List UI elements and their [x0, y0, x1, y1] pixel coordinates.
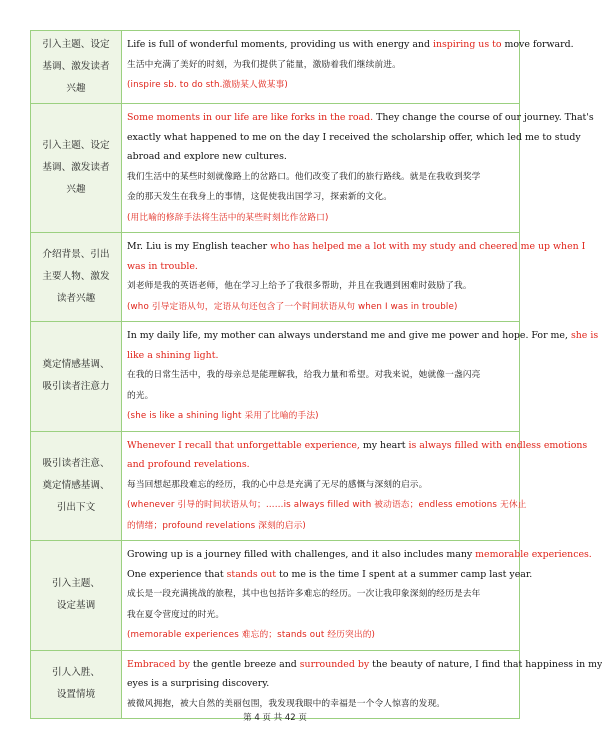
content-line: [127, 35, 574, 55]
text-segment: 被微风拥抱，被大自然的美丽包围，我发现我眼中的幸福是一个令人惊喜的发现。: [127, 698, 446, 709]
text-segment: 我们生活中的某些时刻就像路上的岔路口。他们改变了我们的旅行路线。就是在我收到奖学: [127, 171, 481, 182]
content-line: [127, 625, 513, 646]
text-segment: 刘老师是我的英语老师，他在学习上给予了我很多帮助，并且在我遇到困难时鼓励了我。: [127, 281, 472, 291]
example-content-cell: [122, 233, 586, 322]
text-segment: One experience that: [127, 568, 227, 580]
function-label-cell: [31, 650, 122, 719]
example-content-cell: [122, 431, 588, 541]
text-segment: Life is full of wonderful moments, providing us with energy and: [127, 39, 433, 50]
text-segment: Mr. Liu is my English teacher: [127, 241, 271, 252]
table-row: [31, 233, 520, 322]
text-segment: move forward.: [501, 39, 574, 50]
function-label-line: 引入主题、设定: [42, 39, 110, 50]
highlighted-phrase: memorable experiences.: [475, 549, 592, 560]
table-row: [31, 31, 520, 104]
text-segment: In my daily life, my mother can always understand me and give me power and hope. For me,: [127, 330, 571, 341]
function-label-line: 引出下文: [56, 501, 96, 513]
content-line: [127, 75, 513, 96]
content-line: [127, 436, 588, 456]
text-segment: 每当回想起那段难忘的经历，我的心中总是充满了无尽的感慨与深刻的启示。: [127, 479, 428, 490]
function-label-line: 奠定情感基调、: [42, 359, 110, 371]
page-number-footer: 第 4 页 共 42 页: [243, 713, 307, 723]
content-line: [127, 584, 513, 605]
table-row: [31, 431, 520, 541]
content-line: [127, 147, 513, 167]
function-label-line: 引人入胜、: [52, 667, 100, 679]
table-row: [31, 650, 520, 719]
example-content-cell: [122, 650, 602, 719]
content-line: [127, 276, 513, 297]
highlighted-phrase: (she is like a shining light 采用了比喻的手法): [127, 411, 319, 421]
text-segment: 成长是一段充满挑战的旅程，其中也包括许多难忘的经历。一次让我印象深刻的经历是去年: [127, 589, 481, 599]
text-segment: eyes is a surprising discovery.: [127, 678, 270, 689]
highlighted-phrase: was in trouble.: [127, 260, 198, 272]
table-body: [31, 31, 602, 719]
example-content-cell: [122, 31, 574, 104]
function-label-line: 设置情境: [56, 689, 96, 701]
function-label-line: 兴趣: [66, 83, 86, 94]
text-segment: the gentle breeze and: [189, 658, 300, 670]
text-segment: the beauty of nature, I find that happiness in my: [369, 658, 602, 670]
content-line: [127, 495, 527, 516]
table-row: [31, 322, 520, 432]
function-label-line: 基调、激发读者: [42, 162, 110, 173]
highlighted-phrase: she is: [570, 330, 599, 341]
highlighted-phrase: is always filled with endless emotions: [408, 439, 588, 451]
content-line: [127, 516, 513, 537]
function-label-line: 设定基调: [56, 600, 96, 612]
highlighted-phrase: stands out: [226, 568, 277, 580]
highlighted-phrase: Embraced by: [127, 658, 190, 670]
function-label-cell: [31, 104, 122, 233]
content-line: [127, 326, 599, 346]
function-label-line: 介绍背景、引出: [42, 249, 110, 260]
highlighted-phrase: (用比喻的修辞手法将生活中的某些时刻比作岔路口): [127, 212, 329, 223]
highlighted-phrase: and profound revelations.: [127, 459, 250, 470]
function-label-line: 兴趣: [66, 184, 86, 195]
function-label-line: 吸引读者注意、: [42, 457, 110, 469]
function-label-cell: [31, 31, 122, 104]
content-line: [127, 655, 602, 675]
highlighted-phrase: Whenever I recall that unforgettable experience,: [127, 439, 360, 451]
function-label-line: 引入主题、: [52, 578, 100, 590]
content-line: [127, 237, 586, 257]
function-label-cell: [31, 431, 122, 541]
text-segment: my heart: [359, 439, 409, 451]
content-line: [127, 455, 513, 475]
content-line: [127, 187, 513, 208]
highlighted-phrase: like a shining light.: [127, 349, 219, 361]
example-content-cell: [122, 104, 594, 233]
content-line: [127, 674, 513, 694]
text-segment: 我在夏令营度过的时光。: [127, 609, 225, 620]
content-line: [127, 55, 513, 76]
content-line: [127, 297, 513, 318]
example-content-cell: [122, 541, 592, 651]
highlighted-phrase: Some moments in our life are like forks in the road.: [127, 112, 374, 123]
text-segment: exactly what happened to me on the day I received the scholarship offer, which led me to study: [127, 131, 581, 143]
text-segment: to me is the time I spent at a summer camp last year.: [276, 568, 533, 580]
content-line: [127, 257, 513, 277]
function-label-cell: [31, 322, 122, 432]
function-label-line: 主要人物、激发: [42, 271, 110, 282]
highlighted-phrase: inspiring us to: [432, 39, 502, 50]
function-label-cell: [31, 233, 122, 322]
example-content-cell: [122, 322, 599, 432]
text-segment: 金的那天发生在我身上的事情，这促使我出国学习，探索新的文化。: [127, 192, 393, 202]
highlighted-phrase: (whenever 引导的时间状语从句；……is always filled with 被动语态；endless emotions 无休止: [127, 500, 527, 510]
content-line: [127, 365, 513, 386]
content-line: [127, 208, 513, 229]
function-label-line: 奠定情感基调、: [42, 479, 110, 491]
content-line: [127, 346, 513, 366]
content-line: [127, 128, 581, 148]
function-label-line: 读者兴趣: [56, 293, 96, 304]
highlighted-phrase: 的情绪；profound revelations 深刻的启示): [127, 520, 306, 531]
highlighted-phrase: (inspire sb. to do sth.激励某人做某事): [127, 80, 288, 90]
function-label-line: 吸引读者注意力: [42, 381, 110, 393]
text-segment: Growing up is a journey filled with challenges, and it also includes many: [127, 549, 476, 560]
content-line: [127, 108, 594, 128]
text-segment: They change the course of our journey. That's: [373, 112, 594, 123]
table-row: [31, 541, 520, 651]
function-label-line: 引入主题、设定: [42, 140, 110, 151]
content-line: [127, 545, 592, 565]
content-line: [127, 386, 513, 407]
content-line: [127, 475, 513, 496]
highlighted-phrase: (who 引导定语从句，定语从句还包含了一个时间状语从句 when I was in trouble): [127, 301, 458, 312]
text-segment: 生活中充满了美好的时刻，为我们提供了能量，激励着我们继续前进。: [127, 59, 401, 70]
content-table: [30, 30, 602, 719]
highlighted-phrase: surrounded by: [299, 658, 370, 670]
table-row: [31, 104, 520, 233]
text-segment: 的光。: [127, 390, 154, 401]
content-line: [127, 565, 533, 585]
highlighted-phrase: who has helped me a lot with my study and cheered me up when I: [270, 241, 586, 252]
text-segment: 在我的日常生活中，我的母亲总是能理解我，给我力量和希望。对我来说，她就像一盏闪亮: [127, 370, 481, 380]
content-line: [127, 605, 513, 626]
content-line: [127, 406, 513, 427]
function-label-cell: [31, 541, 122, 651]
text-segment: abroad and explore new cultures.: [127, 151, 287, 162]
function-label-line: 基调、激发读者: [42, 61, 110, 72]
content-line: [127, 167, 513, 188]
highlighted-phrase: (memorable experiences 难忘的；stands out 经历突出的): [127, 630, 376, 640]
